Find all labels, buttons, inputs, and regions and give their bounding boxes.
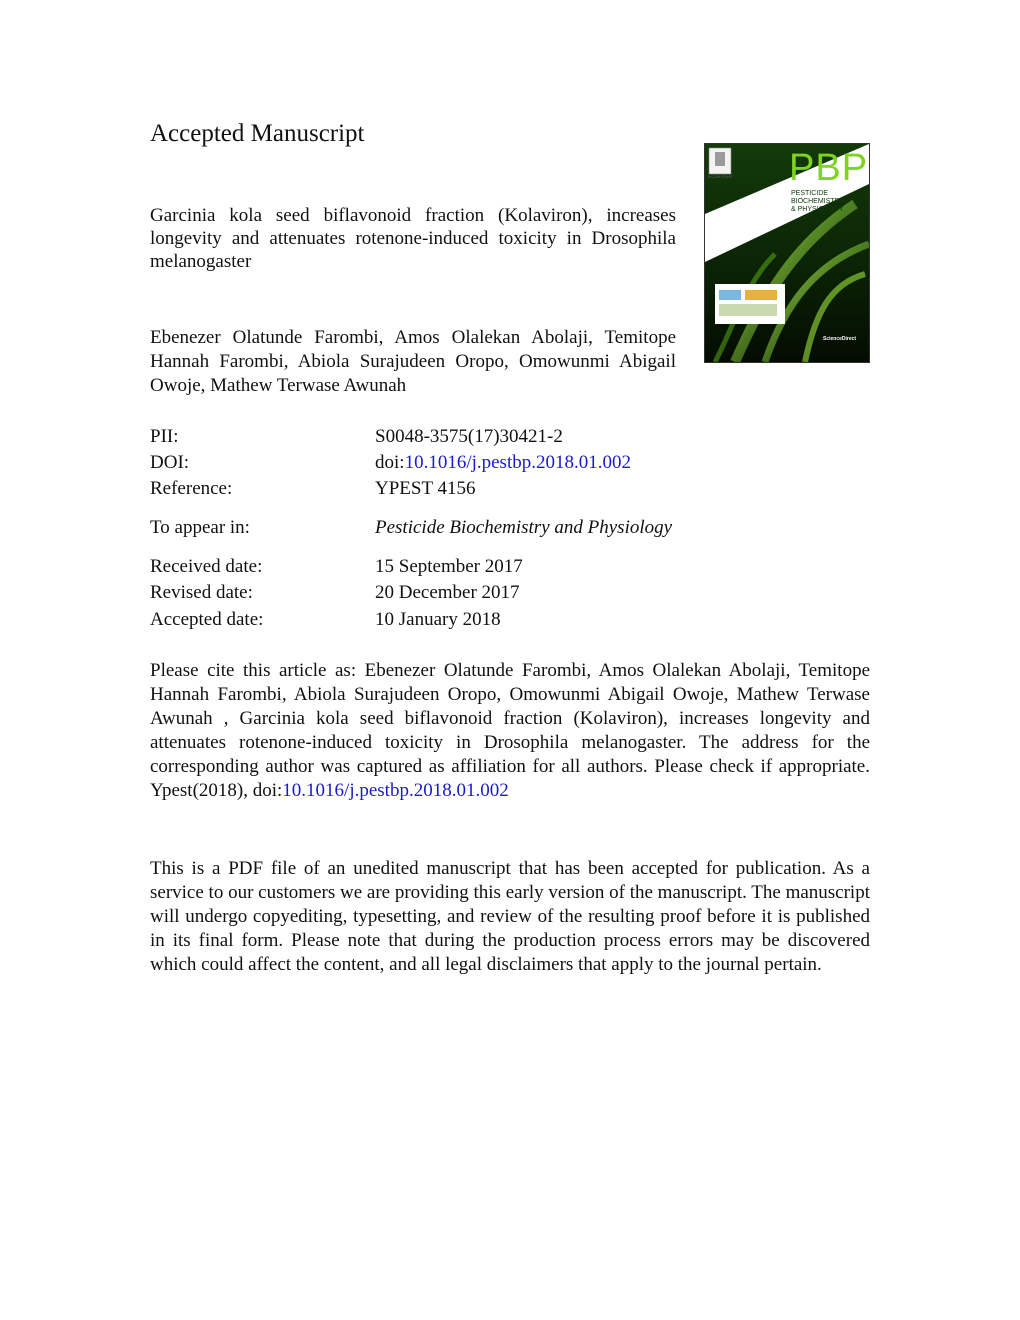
citation-paragraph (150, 659, 870, 803)
journal-cover-image (704, 143, 870, 363)
cover-journal-line-1: PESTICIDE (791, 190, 828, 197)
meta-reference-label: Reference: (150, 478, 233, 499)
cover-logo: PBP (789, 147, 869, 189)
cover-journal-line-3: & PHYSIOLOGY (791, 206, 844, 213)
page-heading: Accepted Manuscript (150, 120, 365, 147)
meta-revised-label: Revised date: (150, 582, 253, 603)
disclaimer-paragraph: This is a PDF file of an unedited manuscript that has been accepted for publication. As a service to our customers we are providing this early version of the manuscript. The manuscript will undergo copyediting, typesetting, and review of the resulting proof before it is published in its final form. Please note that during the production process errors may be discovered which could affect the content, and all legal disclaimers that apply to the journal pertain. (150, 858, 870, 975)
meta-pii-value: S0048-3575(17)30421-2 (375, 426, 563, 447)
meta-doi-value (375, 451, 631, 475)
meta-pii-label: PII: (150, 426, 179, 447)
meta-doi-prefix: doi: (375, 452, 405, 473)
cover-publisher-mark: ELSEVIER (708, 174, 733, 180)
cover-journal-line-2: BIOCHEMISTRY (791, 198, 845, 205)
cover-platform: ScienceDirect (823, 336, 857, 342)
meta-received-label: Received date: (150, 556, 263, 577)
meta-revised-value: 20 December 2017 (375, 582, 520, 603)
article-title: Garcinia kola seed biflavonoid fraction (Kolaviron), increases longevity and attenuates rotenone-induced toxicity in Drosophila melanogaster (150, 205, 676, 272)
citation-text: Please cite this article as: Ebenezer Olatunde Farombi, Amos Olalekan Abolaji, Temitope Hannah Farombi, Abiola Surajudeen Oropo, Omowunmi Abigail Owoje, Mathew Terwase Awunah , Garcinia kola seed biflavonoid fraction (Kolaviron), increases longevity and attenuates rotenone-induced toxicity in Drosophila melanogaster. The address for the corresponding author was captured as affiliation for all authors. Please check if appropriate. Ypest(2018), doi: (150, 660, 870, 801)
meta-doi-label: DOI: (150, 452, 190, 473)
meta-accepted-value: 10 January 2018 (375, 609, 501, 630)
citation-doi-link[interactable]: 10.1016/j.pestbp.2018.01.002 (282, 780, 509, 801)
author-list: Ebenezer Olatunde Farombi, Amos Olalekan Abolaji, Temitope Hannah Farombi, Abiola Surajudeen Oropo, Omowunmi Abigail Owoje, Mathew Terwase Awunah (150, 327, 676, 396)
meta-appear-label: To appear in: (150, 517, 250, 538)
meta-reference-value: YPEST 4156 (375, 478, 476, 499)
meta-accepted-label: Accepted date: (150, 609, 264, 630)
meta-appear-value: Pesticide Biochemistry and Physiology (375, 517, 673, 538)
meta-doi-link[interactable]: 10.1016/j.pestbp.2018.01.002 (404, 452, 631, 473)
meta-received-value: 15 September 2017 (375, 556, 523, 577)
